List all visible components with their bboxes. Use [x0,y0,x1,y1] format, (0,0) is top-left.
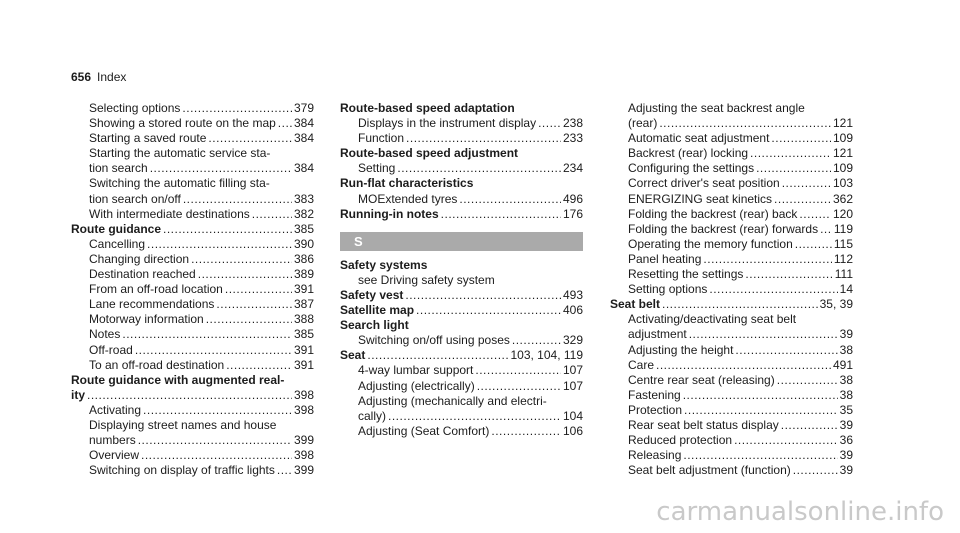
entry-term: Configuring the settings [628,161,755,176]
dot-leader [206,312,292,327]
dot-leader [252,207,292,222]
page-reference[interactable]: 406 [562,303,583,318]
page-reference[interactable]: 39 [839,448,853,463]
page-reference[interactable]: 38 [839,372,853,387]
entry-term: Seat belt [610,297,661,312]
dot-leader [141,448,292,463]
index-subentry [71,297,314,312]
page-reference[interactable]: 107 [562,378,583,393]
entry-term: Seat belt adjustment (function) [628,463,791,478]
page-reference[interactable]: 121 [832,116,853,131]
dot-leader [406,131,561,146]
index-subentry [340,131,583,146]
index-subentry [610,176,853,191]
index-entry [71,222,314,237]
index-subentry [610,343,853,358]
page-reference[interactable]: 496 [562,191,583,206]
entry-term: Adjusting (Seat Comfort) [358,423,490,438]
watermark: carmanualsonline.info [656,497,944,527]
dot-leader [208,131,292,146]
index-subentry: Adjusting the seat backrest angle [628,101,805,115]
entry-term: Motorway information [89,312,204,327]
dot-leader [782,176,831,191]
page-reference[interactable]: 238 [562,116,583,131]
dot-leader [793,463,838,478]
dot-leader [225,282,292,297]
dot-leader [405,288,561,303]
index-entry [340,348,583,363]
entry-term: Operating the memory function [628,236,793,251]
page-reference[interactable]: 391 [293,342,314,357]
entry-term: tion search on/off [89,191,181,206]
index-subentry: see Driving safety system [358,272,495,287]
dot-leader [750,146,831,161]
entry-term: Rear seat belt status display [628,417,779,432]
index-subentry [340,161,583,176]
index-entry: Run-flat characteristics [340,176,474,191]
index-subentry: Switching the automatic filling sta- [89,176,270,191]
index-subentry [71,252,314,267]
entry-term: Folding the backrest (rear) forwards [628,221,819,236]
index-subentry [610,207,853,222]
entry-term: adjustment [628,327,687,342]
page-reference[interactable]: 329 [562,333,583,348]
page-reference[interactable]: 120 [832,206,853,221]
entry-term: ity [71,387,86,402]
entry-term: Running-in notes [340,206,439,221]
entry-term: Correct driver's seat position [628,176,780,191]
page-reference[interactable]: 390 [293,236,314,251]
entry-term: Off-road [89,342,133,357]
entry-term: Starting a saved route [89,131,207,146]
entry-term: From an off-road location [89,282,223,297]
dot-leader [150,161,292,176]
page-reference[interactable]: 383 [293,191,314,206]
dot-leader [781,418,838,433]
entry-term: Satellite map [340,303,415,318]
entry-term: Care [628,357,655,372]
index-subentry [71,116,314,131]
entry-term: Setting [358,161,396,176]
page-reference[interactable]: 14 [839,282,853,297]
page-reference[interactable]: 103, 104, 119 [510,348,583,363]
index-subentry [71,327,314,342]
entry-term: Setting options [628,282,708,297]
page-reference[interactable]: 384 [293,116,314,131]
index-subentry [610,433,853,448]
index-subentry [340,333,583,348]
page-reference[interactable]: 104 [562,408,583,423]
dot-leader [191,252,292,267]
index-subentry [340,379,583,394]
index-subentry [340,192,583,207]
page-reference[interactable]: 399 [293,463,314,478]
page-reference[interactable]: 398 [293,448,314,463]
index-subentry [610,388,853,403]
page-reference[interactable]: 111 [834,267,853,282]
index-subentry: Activating/deactivating seat belt [628,312,797,327]
index-group-r [340,101,583,222]
dot-leader [734,433,838,448]
page-header [71,70,126,84]
entry-term: Lane recommendations [89,297,215,312]
dot-leader [491,424,561,439]
index-subentry [610,373,853,388]
index-subentry [71,131,314,146]
index-subentry [71,207,314,222]
index-entry [610,297,853,312]
dot-leader [689,327,838,342]
index-column-2 [340,101,583,439]
index-subentry [340,409,583,424]
index-subentry [71,403,314,418]
index-subentry [610,222,853,237]
page-reference[interactable]: 233 [562,131,583,146]
index-entry: Route-based speed adjustment [340,146,519,161]
index-subentry [610,267,853,282]
index-subentry [71,343,314,358]
entry-term: Automatic seat adjustment [628,131,770,146]
page-reference[interactable]: 109 [832,161,853,176]
entry-term: Releasing [628,448,682,463]
page-reference[interactable]: 389 [293,267,314,282]
dot-leader [388,409,561,424]
index-subentry [610,237,853,252]
entry-term: With intermediate destinations [89,206,250,221]
dot-leader [735,343,837,358]
dot-leader [475,363,561,378]
index-column-1 [71,101,314,478]
dot-leader [683,448,837,463]
page-reference[interactable]: 388 [293,312,314,327]
page-reference[interactable]: 39 [839,417,853,432]
page-reference[interactable]: 384 [293,131,314,146]
entry-term: Function [358,131,405,146]
index-subentry: Adjusting (mechanically and electri- [358,393,547,408]
entry-term: Centre rear seat (releasing) [628,372,775,387]
entry-term: Switching on display of traffic lights [89,463,275,478]
page-reference[interactable]: 106 [562,423,583,438]
page-reference[interactable]: 382 [293,206,314,221]
index-subentry [340,363,583,378]
index-entry [340,303,583,318]
entry-term: Protection [628,402,683,417]
index-subentry [610,192,853,207]
index-subentry [610,463,853,478]
index-subentry [71,358,314,373]
page-reference[interactable]: 35 [839,402,853,417]
page-reference[interactable]: 385 [293,221,314,236]
index-entry: Route guidance with augmented real- [71,372,285,387]
dot-leader [135,343,292,358]
page-reference[interactable]: 36 [839,433,853,448]
dot-leader [397,161,561,176]
index-subentry [610,327,853,342]
dot-leader [216,297,292,312]
index-entry: Search light [340,318,409,333]
entry-term: Adjusting (electrically) [358,378,475,393]
index-entry: Safety systems [340,257,428,272]
dot-leader [745,267,832,282]
entry-term: Overview [89,448,140,463]
entry-term: Notes [89,327,121,342]
entry-term: (rear) [628,116,658,131]
index-subentry [610,146,853,161]
index-subentry [610,448,853,463]
index-subentry [71,237,314,252]
dot-leader [367,348,508,363]
index-subentry [71,101,314,116]
index-subentry [610,282,853,297]
entry-term: cally) [358,408,387,423]
page-reference[interactable]: 391 [293,282,314,297]
index-subentry [71,161,314,176]
page-reference[interactable]: 379 [293,101,314,115]
entry-term: Reduced protection [628,433,733,448]
dot-leader [183,192,292,207]
index-group-s [340,258,583,439]
dot-leader [659,116,831,131]
entry-term: Cancelling [89,236,146,251]
dot-leader [777,373,838,388]
page-label: Index [97,70,127,84]
dot-leader [122,327,292,342]
page-reference[interactable]: 399 [293,433,314,448]
index-entry [340,207,583,222]
index-subentry [610,131,853,146]
dot-leader [182,101,292,116]
dot-leader [477,379,561,394]
dot-leader [441,207,561,222]
entry-term: MOExtended tyres [358,191,458,206]
page-reference[interactable]: 115 [833,236,853,251]
dot-leader [799,207,831,222]
page-reference[interactable]: 35, 39 [819,297,853,312]
dot-leader [138,433,292,448]
entry-term: Panel heating [628,251,702,266]
page-reference[interactable]: 398 [293,387,314,402]
page-reference[interactable]: 362 [832,191,853,206]
entry-term: numbers [89,433,136,448]
entry-term: Backrest (rear) locking [628,146,749,161]
section-letter-s: S [340,232,583,251]
index-subentry: Displaying street names and house [89,417,277,432]
entry-term: Showing a stored route on the map [89,116,276,131]
dot-leader [143,403,292,418]
page-reference[interactable]: 234 [562,161,583,176]
dot-leader [709,282,837,297]
index-subentry [71,433,314,448]
entry-term: To an off-road destination [89,357,225,372]
index-subentry [71,267,314,282]
page-reference[interactable]: 176 [562,206,583,221]
page-reference[interactable]: 387 [293,297,314,312]
page-reference[interactable]: 398 [293,402,314,417]
entry-term: Seat [340,348,366,363]
dot-leader [278,116,292,131]
index-subentry [340,116,583,131]
dot-leader [538,116,561,131]
dot-leader [703,252,831,267]
entry-term: Route guidance [71,221,162,236]
entry-term: Folding the backrest (rear) back [628,206,798,221]
entry-term: 4-way lumbar support [358,363,474,378]
page-reference[interactable]: 493 [562,287,583,302]
index-subentry [610,252,853,267]
index-subentry [71,463,314,478]
page-reference[interactable]: 39 [839,327,853,342]
index-subentry [610,161,853,176]
entry-term: Changing direction [89,251,190,266]
entry-term: Displays in the instrument display [358,116,537,131]
page-reference[interactable]: 109 [832,131,853,146]
entry-term: Activating [89,402,142,417]
dot-leader [226,358,292,373]
index-subentry: Starting the automatic service sta- [89,146,271,161]
index-subentry [71,192,314,207]
dot-leader [662,297,818,312]
index-entry [71,388,314,403]
entry-term: Adjusting the height [628,342,734,357]
page-reference[interactable]: 391 [293,357,314,372]
entry-term: Resetting the settings [628,267,744,282]
page-reference[interactable]: 103 [832,176,853,191]
index-subentry [610,116,853,131]
entry-term: tion search [89,161,148,176]
index-column-3 [610,101,853,478]
dot-leader [774,192,831,207]
entry-term: Switching on/off using poses [358,333,510,348]
page-reference[interactable]: 112 [833,251,853,266]
page-reference[interactable]: 121 [832,146,853,161]
page-reference[interactable]: 107 [562,363,583,378]
dot-leader [459,192,561,207]
page-reference[interactable]: 386 [293,251,314,266]
index-subentry [610,418,853,433]
entry-term: Selecting options [89,101,181,115]
dot-leader [683,388,838,403]
entry-term: ENERGIZING seat kinetics [628,191,773,206]
entry-term: Fastening [628,387,681,402]
dot-leader [684,403,838,418]
index-subentry [71,448,314,463]
index-entry [340,288,583,303]
dot-leader [795,237,832,252]
dot-leader [512,333,561,348]
index-subentry [71,282,314,297]
dot-leader [277,463,292,478]
index-subentry [340,424,583,439]
page-reference[interactable]: 38 [839,387,853,402]
dot-leader [198,267,292,282]
dot-leader [756,161,831,176]
page-reference[interactable]: 385 [293,327,314,342]
dot-leader [656,358,831,373]
entry-term: Destination reached [89,267,196,282]
dot-leader [87,388,292,403]
page-reference[interactable]: 384 [293,161,314,176]
dot-leader [416,303,561,318]
entry-term: Safety vest [340,287,404,302]
dot-leader [147,237,292,252]
page-reference[interactable]: 119 [833,221,853,236]
index-subentry [610,403,853,418]
dot-leader [771,131,831,146]
index-subentry [71,312,314,327]
page-reference[interactable]: 491 [832,357,853,372]
index-subentry [610,358,853,373]
page-reference[interactable]: 39 [839,463,853,478]
index-entry: Route-based speed adaptation [340,101,515,115]
page-reference[interactable]: 38 [839,342,853,357]
dot-leader [163,222,292,237]
page-number: 656 [71,70,92,84]
dot-leader [820,222,832,237]
